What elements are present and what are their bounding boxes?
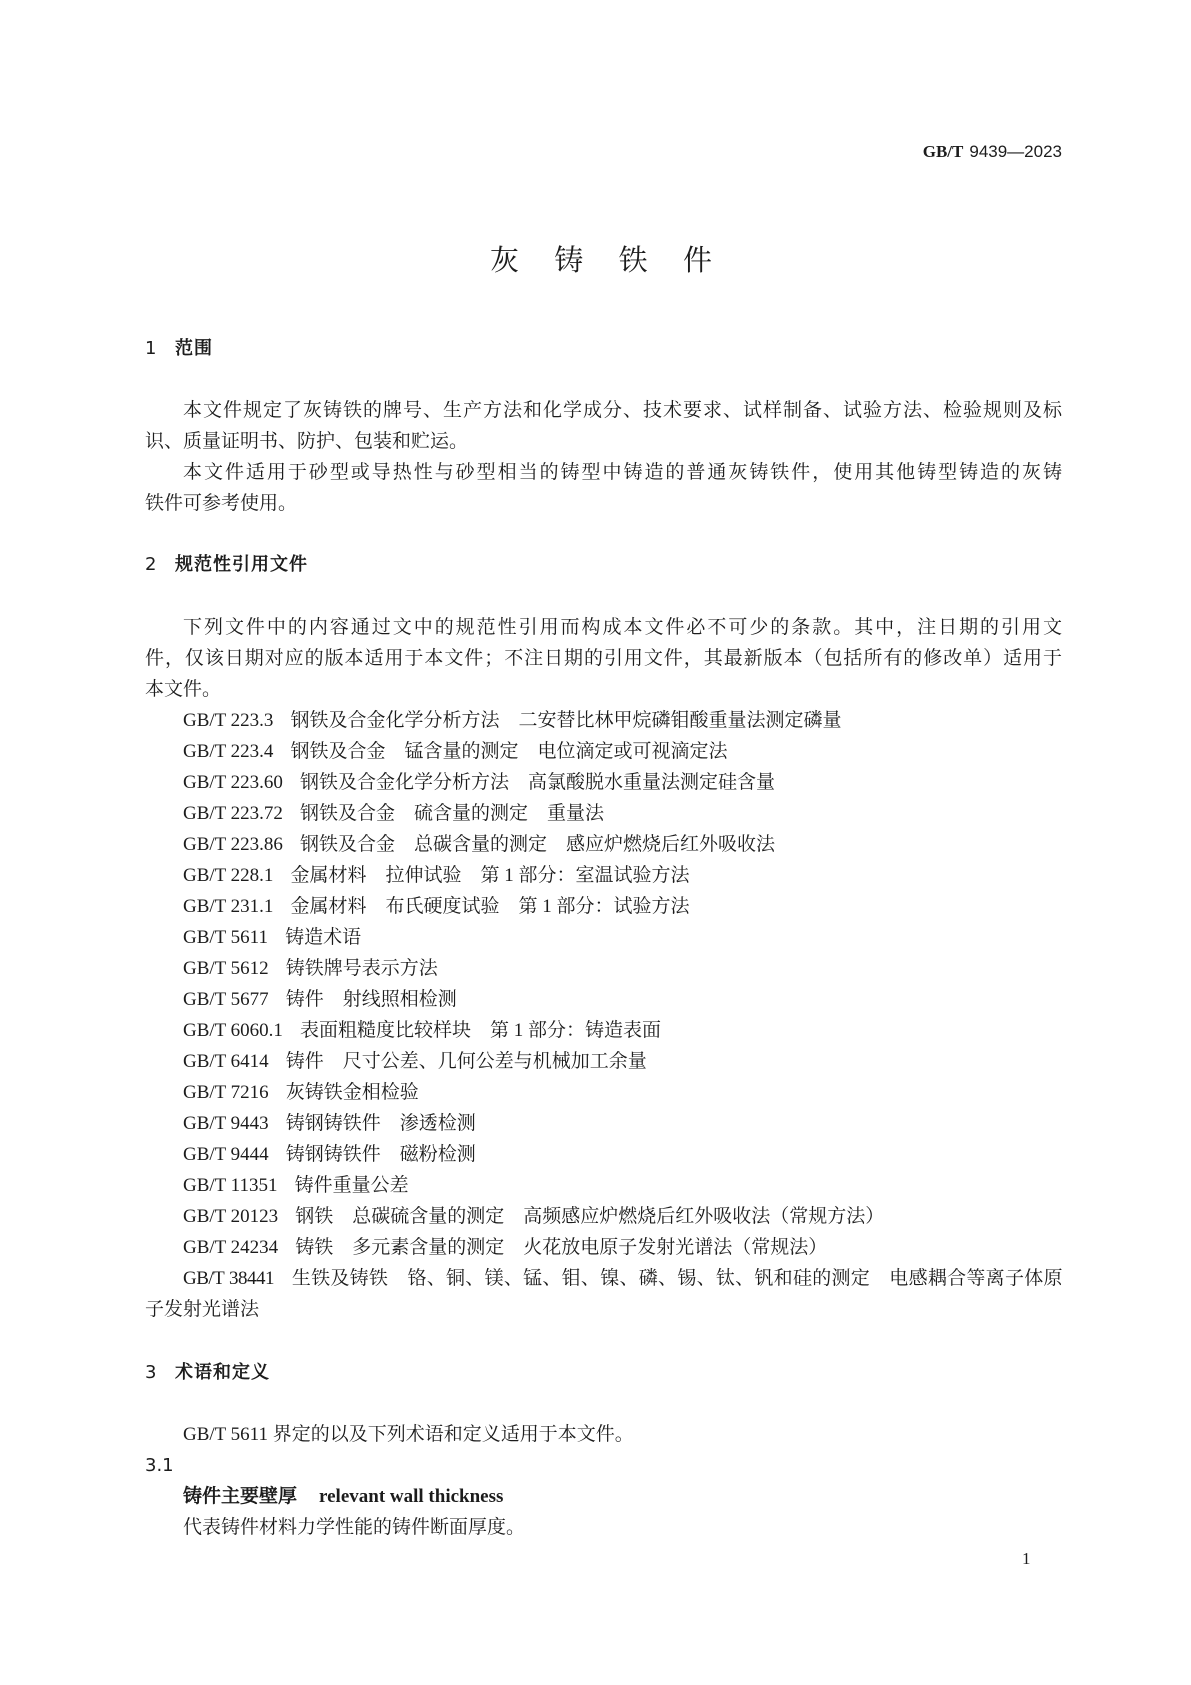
reference-item	[145, 1046, 1062, 1077]
reference-code: GB/T 5612	[183, 958, 269, 979]
document-title: 灰 铸 铁 件	[489, 243, 725, 277]
reference-code: GB/T 20123	[183, 1206, 279, 1227]
standard-prefix: GB/T	[922, 142, 964, 161]
reference-title: 钢铁 总碳硫含量的测定 高频感应炉燃烧后红外吸收法（常规方法）	[295, 1206, 885, 1227]
reference-item	[145, 705, 1062, 736]
section-title: 范围	[175, 338, 213, 359]
standard-code	[923, 139, 1062, 165]
paragraph-line: 件，仅该日期对应的版本适用于本文件；不注日期的引用文件，其最新版本（包括所有的修改单）适用于	[145, 648, 1062, 669]
reference-title: 铸钢铸铁件 渗透检测	[285, 1113, 476, 1134]
term-entry-header	[145, 1450, 1062, 1481]
section-number: 3	[145, 1362, 157, 1383]
reference-item	[145, 922, 1062, 953]
reference-item	[145, 1170, 1062, 1201]
reference-item	[145, 1263, 1062, 1294]
reference-code: GB/T 223.4	[183, 741, 274, 762]
term-entry	[145, 1481, 1062, 1512]
reference-title: 金属材料 拉伸试验 第 1 部分：室温试验方法	[290, 865, 690, 886]
section-number: 2	[145, 554, 157, 575]
section-number: 1	[145, 338, 157, 359]
reference-title: 铸铁牌号表示方法	[285, 958, 438, 979]
paragraph-line: 下列文件中的内容通过文中的规范性引用而构成本文件必不可少的条款。其中，注日期的引用文	[183, 617, 1062, 638]
reference-title: 铸件 尺寸公差、几何公差与机械加工余量	[285, 1051, 647, 1072]
reference-title: 生铁及铸铁 铬、铜、镁、锰、钼、镍、磷、锡、钛、钒和硅的测定 电感耦合等离子体原	[291, 1268, 1062, 1289]
reference-code: GB/T 223.3	[183, 710, 274, 731]
scope-section	[145, 395, 1062, 519]
term-definition: 代表铸件材料力学性能的铸件断面厚度。	[183, 1517, 526, 1538]
reference-code: GB/T 223.72	[183, 803, 283, 824]
reference-title: 钢铁及合金化学分析方法 高氯酸脱水重量法测定硅含量	[300, 772, 776, 793]
reference-item	[145, 1201, 1062, 1232]
reference-code: GB/T 228.1	[183, 865, 274, 886]
reference-title: 金属材料 布氏硬度试验 第 1 部分：试验方法	[290, 896, 690, 917]
clause-number: 3.1	[145, 1455, 174, 1476]
reference-item	[145, 953, 1062, 984]
reference-code: GB/T 9444	[183, 1144, 269, 1165]
reference-code: GB/T 5677	[183, 989, 269, 1010]
reference-item	[145, 891, 1062, 922]
page-number: 1	[1022, 1549, 1031, 1568]
reference-item	[145, 798, 1062, 829]
reference-item	[145, 860, 1062, 891]
reference-title: 铸件 射线照相检测	[285, 989, 457, 1010]
reference-title: 灰铸铁金相检验	[285, 1082, 419, 1103]
reference-title-continuation: 子发射光谱法	[145, 1299, 260, 1320]
reference-title: 铸造术语	[285, 927, 362, 948]
reference-code: GB/T 38441	[183, 1268, 274, 1289]
reference-code: GB/T 6060.1	[183, 1020, 283, 1041]
paragraph-line: 本文件。	[145, 679, 222, 700]
reference-item	[145, 767, 1062, 798]
reference-code: GB/T 9443	[183, 1113, 269, 1134]
reference-item	[145, 1015, 1062, 1046]
terms-section	[145, 1419, 1062, 1543]
term-english: relevant wall thickness	[319, 1486, 504, 1507]
section-title: 规范性引用文件	[175, 554, 308, 575]
reference-title: 钢铁及合金 锰含量的测定 电位滴定或可视滴定法	[290, 741, 728, 762]
reference-item	[145, 1232, 1062, 1263]
reference-code: GB/T 11351	[183, 1175, 278, 1196]
reference-title: 铸钢铸铁件 磁粉检测	[285, 1144, 476, 1165]
reference-code: GB/T 5611	[183, 927, 268, 948]
paragraph-line: 铁件可参考使用。	[145, 493, 298, 514]
reference-item	[145, 1108, 1062, 1139]
reference-title: 表面粗糙度比较样块 第 1 部分：铸造表面	[300, 1020, 662, 1041]
paragraph-line: 识、质量证明书、防护、包装和贮运。	[145, 431, 469, 452]
reference-code: GB/T 223.60	[183, 772, 283, 793]
reference-item	[145, 1077, 1062, 1108]
reference-title: 钢铁及合金 硫含量的测定 重量法	[300, 803, 605, 824]
paragraph-line: GB/T 5611 界定的以及下列术语和定义适用于本文件。	[183, 1424, 634, 1445]
section-heading-scope	[145, 333, 1062, 364]
reference-title: 铸铁 多元素含量的测定 火花放电原子发射光谱法（常规法）	[295, 1237, 828, 1258]
reference-title: 铸件重量公差	[294, 1175, 409, 1196]
reference-code: GB/T 231.1	[183, 896, 274, 917]
term-chinese: 铸件主要壁厚	[183, 1485, 298, 1507]
reference-item	[145, 736, 1062, 767]
reference-title: 钢铁及合金化学分析方法 二安替比林甲烷磷钼酸重量法测定磷量	[290, 710, 842, 731]
standard-number: 9439—2023	[969, 142, 1062, 161]
reference-title: 钢铁及合金 总碳含量的测定 感应炉燃烧后红外吸收法	[300, 834, 776, 855]
reference-item	[145, 984, 1062, 1015]
section-heading-normative-references	[145, 549, 1062, 580]
paragraph-line: 本文件适用于砂型或导热性与砂型相当的铸型中铸造的普通灰铸铁件，使用其他铸型铸造的灰铸	[183, 462, 1062, 483]
section-title: 术语和定义	[175, 1362, 270, 1383]
section-heading-terms	[145, 1357, 1062, 1388]
paragraph-line: 本文件规定了灰铸铁的牌号、生产方法和化学成分、技术要求、试样制备、试验方法、检验规则及标	[183, 400, 1062, 421]
reference-code: GB/T 7216	[183, 1082, 269, 1103]
normative-references-section	[145, 612, 1062, 1325]
reference-code: GB/T 6414	[183, 1051, 269, 1072]
reference-item	[145, 1139, 1062, 1170]
reference-code: GB/T 24234	[183, 1237, 279, 1258]
reference-code: GB/T 223.86	[183, 834, 283, 855]
reference-item	[145, 829, 1062, 860]
